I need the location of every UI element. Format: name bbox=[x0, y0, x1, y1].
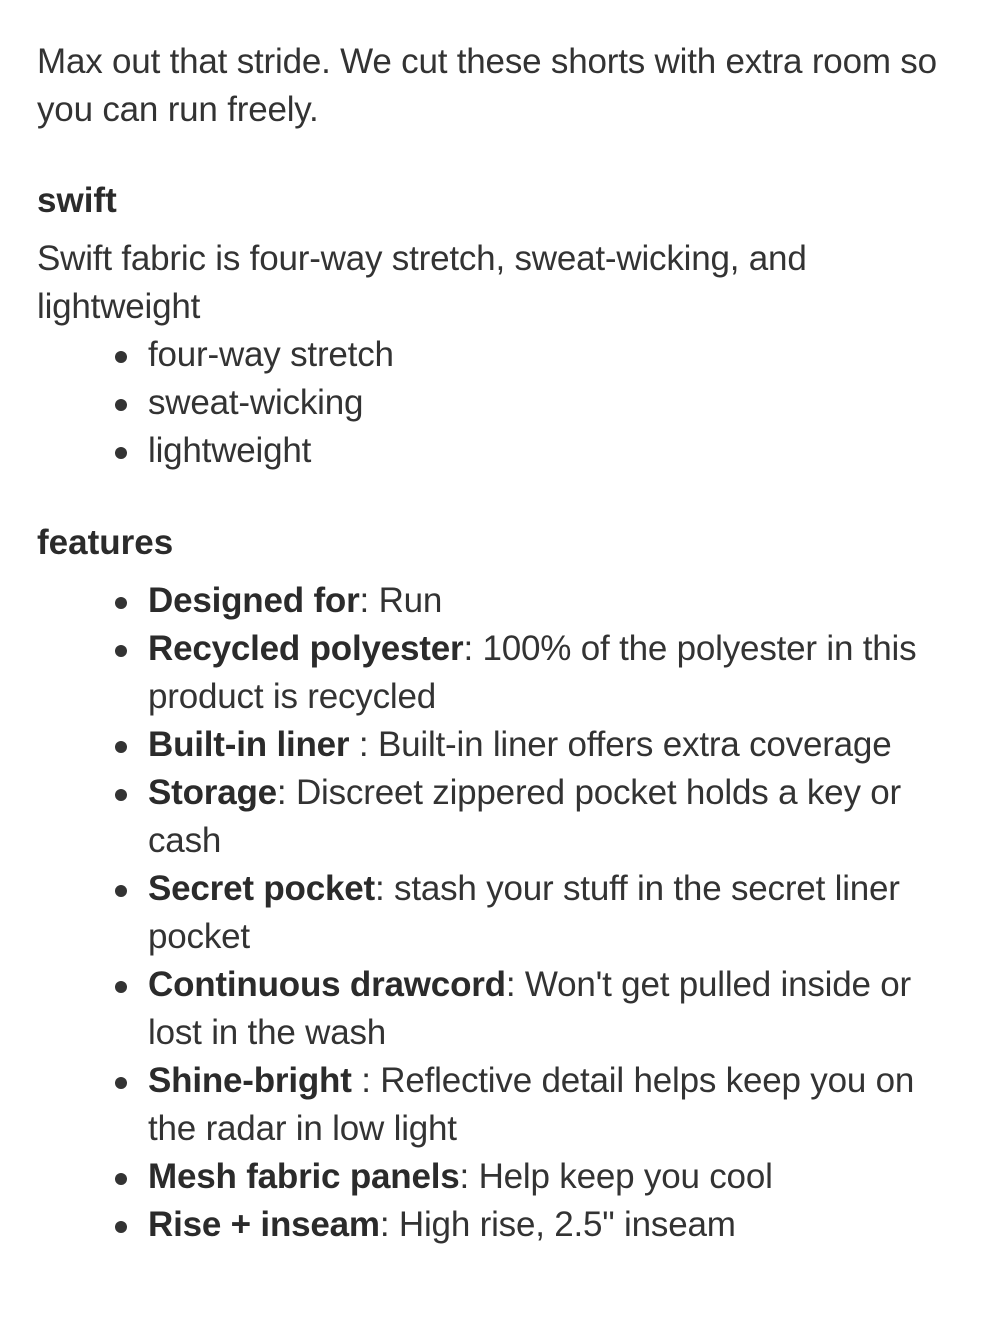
feature-term: Recycled polyester bbox=[148, 629, 464, 668]
feature-item: Recycled polyester: 100% of the polyester in this product is recycled bbox=[148, 625, 960, 721]
list-item: lightweight bbox=[148, 427, 960, 475]
bullet-icon bbox=[115, 981, 127, 993]
feature-term: Rise + inseam bbox=[148, 1205, 380, 1244]
feature-text: Help keep you cool bbox=[478, 1157, 773, 1196]
features-list bbox=[37, 577, 960, 1249]
feature-text: Discreet zippered pocket holds a key or cash bbox=[148, 773, 901, 860]
feature-item: Shine-bright : Reflective detail helps keep you on the radar in low light bbox=[148, 1057, 960, 1153]
bullet-icon bbox=[115, 447, 127, 459]
feature-item: Designed for: Run bbox=[148, 577, 960, 625]
bullet-icon bbox=[115, 597, 127, 609]
bullet-icon bbox=[115, 399, 127, 411]
bullet-icon bbox=[115, 1221, 127, 1233]
bullet-icon bbox=[115, 645, 127, 657]
bullet-icon bbox=[115, 351, 127, 363]
list-item: four-way stretch bbox=[148, 331, 960, 379]
feature-term: Shine-bright bbox=[148, 1061, 362, 1100]
feature-item: Built-in liner : Built-in liner offers extra coverage bbox=[148, 721, 960, 769]
feature-term: Continuous drawcord bbox=[148, 965, 506, 1004]
feature-text: Built-in liner offers extra coverage bbox=[377, 725, 892, 764]
intro-text: Max out that stride. We cut these shorts with extra room so you can run freely. bbox=[37, 42, 937, 129]
feature-text: Won't get pulled inside or lost in the wash bbox=[148, 965, 911, 1052]
swift-description: Swift fabric is four-way stretch, sweat-wicking, and lightweight bbox=[37, 239, 807, 326]
feature-item: Mesh fabric panels: Help keep you cool bbox=[148, 1153, 960, 1201]
bullet-icon bbox=[115, 741, 127, 753]
feature-item: Continuous drawcord: Won't get pulled inside or lost in the wash bbox=[148, 961, 960, 1057]
bullet-icon bbox=[115, 885, 127, 897]
feature-item: Storage: Discreet zippered pocket holds a key or cash bbox=[148, 769, 960, 865]
feature-term: Designed for bbox=[148, 581, 360, 620]
swift-list bbox=[37, 331, 960, 475]
feature-text: Run bbox=[378, 581, 443, 620]
feature-item: Rise + inseam: High rise, 2.5" inseam bbox=[148, 1201, 960, 1249]
bullet-icon bbox=[115, 789, 127, 801]
bullet-icon bbox=[115, 1173, 127, 1185]
feature-term: Built-in liner bbox=[148, 725, 359, 764]
feature-item: Secret pocket: stash your stuff in the secret liner pocket bbox=[148, 865, 960, 961]
swift-heading: swift bbox=[37, 181, 117, 220]
feature-term: Secret pocket bbox=[148, 869, 375, 908]
list-item: sweat-wicking bbox=[148, 379, 960, 427]
feature-text: High rise, 2.5" inseam bbox=[398, 1205, 736, 1244]
feature-text: 100% of the polyester in this product is recycled bbox=[148, 629, 917, 716]
feature-term: Mesh fabric panels bbox=[148, 1157, 460, 1196]
feature-text: Reflective detail helps keep you on the radar in low light bbox=[148, 1061, 915, 1148]
features-heading: features bbox=[37, 523, 174, 562]
feature-term: Storage bbox=[148, 773, 277, 812]
bullet-icon bbox=[115, 1077, 127, 1089]
feature-text: stash your stuff in the secret liner pocket bbox=[148, 869, 900, 956]
